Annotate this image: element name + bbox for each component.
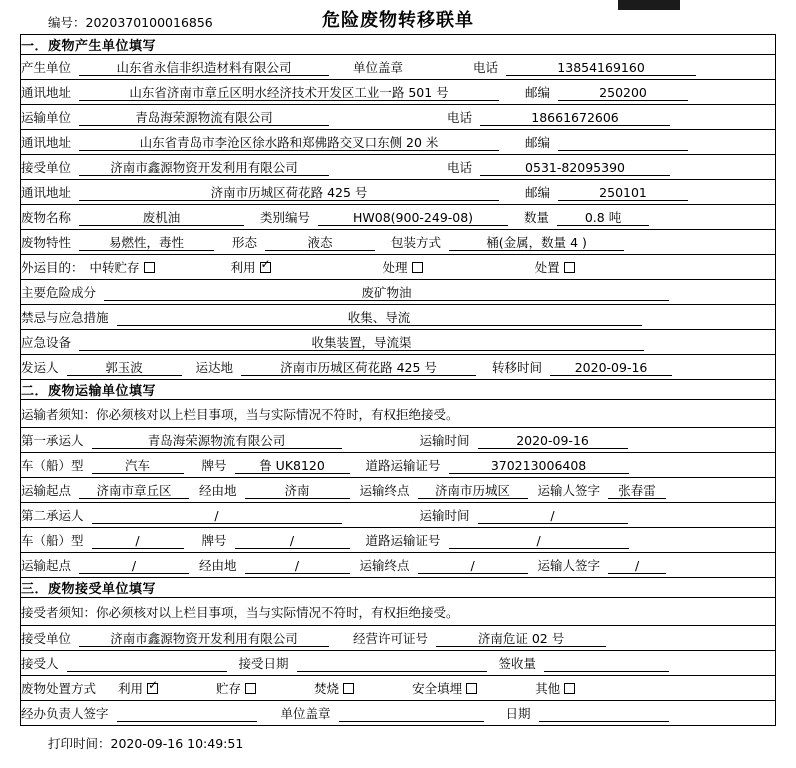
- sign1-value[interactable]: 张春雷: [608, 482, 666, 499]
- vehicle2-label: 车（船）型: [21, 533, 84, 548]
- disposal-option-4-label: 其他: [535, 681, 561, 696]
- destination-label: 运达地: [195, 360, 234, 375]
- plate2-label: 牌号: [201, 533, 227, 548]
- transport-addr-label: 通讯地址: [21, 135, 72, 150]
- end1-label: 运输终点: [359, 483, 410, 498]
- quantity-value[interactable]: 0.8 吨: [557, 209, 649, 226]
- end2-label: 运输终点: [359, 558, 410, 573]
- receiver-notice: 接受者须知：你必须核对以上栏目事项，当与实际情况不符时，有权拒绝接受。: [21, 598, 776, 626]
- receiving-unit-label: 接受单位: [21, 631, 72, 646]
- end2-value[interactable]: /: [418, 557, 528, 574]
- start2-label: 运输起点: [21, 558, 72, 573]
- table-row: [21, 255, 776, 280]
- table-row: [21, 180, 776, 205]
- table-row: [21, 55, 776, 80]
- sign2-value[interactable]: /: [608, 557, 666, 574]
- plate2-value[interactable]: /: [235, 532, 350, 549]
- receive-date-label: 接受日期: [238, 656, 289, 671]
- category-code-label: 类别编号: [260, 210, 311, 225]
- transfer-form-table: [20, 34, 776, 726]
- section2-heading: 二．废物运输单位填写: [21, 380, 776, 400]
- disposal-option-1-label: 贮存: [216, 681, 242, 696]
- table-row: [21, 230, 776, 255]
- transport-time2-label: 运输时间: [419, 508, 470, 523]
- table-row: [21, 305, 776, 330]
- section3-heading: 三．废物接受单位填写: [21, 578, 776, 598]
- table-row: [21, 155, 776, 180]
- sender-label: 发运人: [21, 360, 59, 375]
- table-row: [21, 626, 776, 651]
- purpose-option-2-label: 处理: [382, 260, 408, 275]
- purpose-option-2-checkbox[interactable]: [412, 262, 423, 273]
- receive-addr-value[interactable]: 济南市历城区荷花路 425 号: [79, 184, 499, 201]
- package-value[interactable]: 桶(金属，数量 4 ): [449, 234, 624, 251]
- page-title: 危险废物转移联单: [322, 10, 474, 31]
- transport-time1-value[interactable]: 2020-09-16: [478, 432, 628, 449]
- table-row: [21, 651, 776, 676]
- transport-unit-value[interactable]: 青岛海荣源物流有限公司: [79, 109, 329, 126]
- section1-heading: 一．废物产生单位填写: [21, 35, 776, 55]
- transport-zip-value[interactable]: [558, 134, 688, 151]
- waste-property-label: 废物特性: [21, 235, 72, 250]
- purpose-option-0-checkbox[interactable]: [144, 262, 155, 273]
- permit-label: 经营许可证号: [353, 631, 429, 646]
- emergency-equipment-value[interactable]: 收集装置，导流渠: [79, 334, 644, 351]
- carrier2-label: 第二承运人: [21, 508, 84, 523]
- receive-qty-value[interactable]: [544, 655, 669, 672]
- receive-zip-label: 邮编: [525, 185, 551, 200]
- waste-form-label: 形态: [232, 235, 258, 250]
- receiving-unit-value[interactable]: 济南市鑫源物资开发利用有限公司: [79, 630, 329, 647]
- license2-value[interactable]: /: [449, 532, 629, 549]
- vehicle1-value[interactable]: 汽车: [92, 457, 184, 474]
- table-row: [21, 205, 776, 230]
- transport-zip-label: 邮编: [525, 135, 551, 150]
- license1-value[interactable]: 370213006408: [449, 457, 629, 474]
- document-number-label: 编号：: [48, 15, 86, 30]
- via1-value[interactable]: 济南: [245, 482, 350, 499]
- carrier2-value[interactable]: /: [92, 507, 342, 524]
- purpose-option-0-label: 中转贮存: [89, 260, 140, 275]
- responsible-sign-value[interactable]: [117, 705, 257, 722]
- receive-phone-value[interactable]: 0531-82095390: [480, 159, 670, 176]
- via2-label: 经由地: [199, 558, 237, 573]
- main-component-value[interactable]: 废矿物油: [104, 284, 669, 301]
- package-label: 包装方式: [391, 235, 442, 250]
- document-number-value: 2020370100016856: [85, 15, 213, 30]
- gen-zip-value[interactable]: 250200: [558, 84, 688, 101]
- table-row: [21, 528, 776, 553]
- waste-name-label: 废物名称: [21, 210, 72, 225]
- table-row: [21, 105, 776, 130]
- purpose-label: 外运目的：: [21, 260, 84, 275]
- disposal-option-0-checkbox[interactable]: [147, 683, 158, 694]
- start1-label: 运输起点: [21, 483, 72, 498]
- purpose-option-1-checkbox[interactable]: [260, 262, 271, 273]
- table-row: [21, 701, 776, 726]
- transport-time1-label: 运输时间: [419, 433, 470, 448]
- table-row: [21, 355, 776, 380]
- disposal-option-2-checkbox[interactable]: [343, 683, 354, 694]
- receive-unit-value[interactable]: 济南市鑫源物资开发利用有限公司: [79, 159, 329, 176]
- table-row: [21, 280, 776, 305]
- receive-qty-label: 签收量: [498, 656, 537, 671]
- section1-heading-row: [21, 35, 776, 55]
- disposal-date-value[interactable]: [539, 705, 669, 722]
- plate1-value[interactable]: 鲁 UK8120: [235, 457, 350, 474]
- transport-time2-value[interactable]: /: [478, 507, 628, 524]
- purpose-option-1-label: 利用: [230, 260, 256, 275]
- transport-unit-label: 运输单位: [21, 110, 72, 125]
- disposal-option-0-label: 利用: [118, 681, 144, 696]
- section3-notice-row: [21, 598, 776, 626]
- print-time-value: 2020-09-16 10:49:51: [110, 736, 244, 751]
- vehicle1-label: 车（船）型: [21, 458, 84, 473]
- purpose-option-3-label: 处置: [534, 260, 560, 275]
- waste-name-value[interactable]: 废机油: [79, 209, 244, 226]
- disposal-option-4-checkbox[interactable]: [564, 683, 575, 694]
- purpose-option-3-checkbox[interactable]: [564, 262, 575, 273]
- table-row: [21, 330, 776, 355]
- category-code-value[interactable]: HW08(900-249-08): [318, 209, 508, 226]
- disposal-option-2-label: 焚烧: [314, 681, 340, 696]
- table-row: [21, 553, 776, 578]
- table-row: [21, 676, 776, 701]
- license2-label: 道路运输证号: [365, 533, 441, 548]
- disposal-label: 废物处置方式: [21, 681, 97, 696]
- phone-value[interactable]: 13854169160: [506, 59, 696, 76]
- transporter-notice: 运输者须知：你必须核对以上栏目事项，当与实际情况不符时，有权拒绝接受。: [21, 400, 776, 428]
- gen-unit-label: 产生单位: [21, 60, 72, 75]
- permit-value[interactable]: 济南危证 02 号: [436, 630, 606, 647]
- receive-zip-value[interactable]: 250101: [558, 184, 688, 201]
- phone-label: 电话: [473, 60, 499, 75]
- table-row: [21, 80, 776, 105]
- waste-form-value[interactable]: 液态: [265, 234, 375, 251]
- sender-value[interactable]: 郭玉波: [67, 359, 182, 376]
- taboo-value[interactable]: 收集、导流: [117, 309, 642, 326]
- table-row: [21, 503, 776, 528]
- gen-addr-value[interactable]: 山东省济南市章丘区明水经济技术开发区工业一路 501 号: [79, 84, 499, 101]
- transport-phone-label: 电话: [447, 110, 473, 125]
- waste-property-value[interactable]: 易燃性，毒性: [79, 234, 214, 251]
- responsible-sign-label: 经办负责人签字: [21, 706, 109, 721]
- carrier1-label: 第一承运人: [21, 433, 84, 448]
- section3-heading-row: [21, 578, 776, 598]
- license1-label: 道路运输证号: [365, 458, 441, 473]
- sign1-label: 运输人签字: [537, 483, 601, 498]
- transport-phone-value[interactable]: 18661672606: [480, 109, 670, 126]
- receive-phone-label: 电话: [447, 160, 473, 175]
- plate1-label: 牌号: [201, 458, 227, 473]
- start2-value[interactable]: /: [79, 557, 189, 574]
- via2-value[interactable]: /: [245, 557, 350, 574]
- move-time-value[interactable]: 2020-09-16: [550, 359, 672, 376]
- receive-addr-label: 通讯地址: [21, 185, 72, 200]
- gen-addr-label: 通讯地址: [21, 85, 72, 100]
- receiver-value[interactable]: [67, 655, 227, 672]
- taboo-label: 禁忌与应急措施: [21, 310, 109, 325]
- section2-heading-row: [21, 380, 776, 400]
- table-row: [21, 453, 776, 478]
- destination-value[interactable]: 济南市历城区荷花路 425 号: [241, 359, 476, 376]
- table-row: [21, 478, 776, 503]
- receive-unit-label: 接受单位: [21, 160, 72, 175]
- start1-value[interactable]: 济南市章丘区: [79, 482, 189, 499]
- vehicle2-value[interactable]: /: [92, 532, 184, 549]
- disposal-date-label: 日期: [505, 706, 531, 721]
- disposal-option-3-label: 安全填埋: [412, 681, 463, 696]
- corner-stamp-block: [618, 0, 680, 10]
- table-row: [21, 130, 776, 155]
- gen-unit-value[interactable]: 山东省永信非织造材料有限公司: [79, 59, 329, 76]
- section2-notice-row: [21, 400, 776, 428]
- print-time-label: 打印时间：: [48, 736, 111, 751]
- table-row: [21, 428, 776, 453]
- receive-date-value[interactable]: [297, 655, 487, 672]
- document-header: [20, 0, 776, 34]
- transport-addr-value[interactable]: 山东省青岛市李沧区徐水路和郑佛路交叉口东侧 20 米: [79, 134, 499, 151]
- move-time-label: 转移时间: [492, 360, 543, 375]
- quantity-label: 数量: [524, 210, 550, 225]
- unit-seal-label: 单位盖章: [280, 706, 331, 721]
- disposal-option-3-checkbox[interactable]: [466, 683, 477, 694]
- emergency-equipment-label: 应急设备: [21, 335, 72, 350]
- receiver-label: 接受人: [21, 656, 59, 671]
- via1-label: 经由地: [199, 483, 237, 498]
- main-component-label: 主要危险成分: [21, 285, 97, 300]
- gen-zip-label: 邮编: [525, 85, 551, 100]
- disposal-option-1-checkbox[interactable]: [245, 683, 256, 694]
- seal-label: 单位盖章: [353, 60, 404, 75]
- end1-value[interactable]: 济南市历城区: [418, 482, 528, 499]
- carrier1-value[interactable]: 青岛海荣源物流有限公司: [92, 432, 342, 449]
- sign2-label: 运输人签字: [537, 558, 601, 573]
- print-time: [20, 734, 776, 752]
